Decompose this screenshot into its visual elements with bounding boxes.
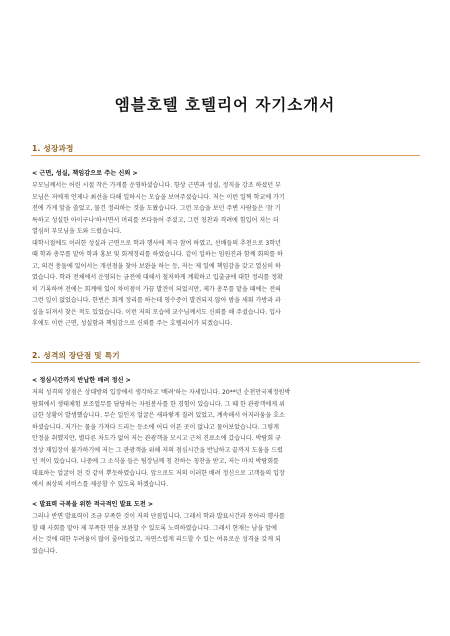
text-line: 람회에서 생태체험 보조업무를 담당하는 자원봉사를 한 경험이 있습니다. 그 때 한 관광객에게 위 <box>32 400 285 408</box>
section-heading-personality: 2. 성격의 장단점 및 특기 <box>32 351 120 360</box>
text-line: 모님은 저에게 언제나 최선을 다해 일하시는 모습을 보여주셨습니다. 저는 이런 일찍 학교에 가기 <box>32 193 285 201</box>
text-line: 때 학과 총무를 맡아 학과 홍보 및 회계정리를 하였습니다. 같이 일하는 임원진과 함께 회의를 하 <box>32 251 283 258</box>
text-line: 부모님께서는 어린 시절 작은 가게를 운영하셨습니다. 항상 근면과 성실, 정직을 강조 하셨던 부 <box>32 182 281 189</box>
text-line: 후에도 이런 근면, 성실함과 책임감으로 신뢰를 주는 호텔리어가 되겠습니다. <box>32 320 233 327</box>
subsection-title: < 정심시간까지 반납한 배려 정신 > <box>32 377 131 384</box>
section-heading-growth: 1. 성장과정 <box>32 144 74 153</box>
text-line: 실을 뒤져서 찾은 적도 있었습니다. 이런 저의 모습에 교수님께서도 신뢰를 해 주셨습니다. 입사 <box>32 308 281 316</box>
text-line: 고, 의견 충돌에 있어서는 개선점을 찾아 보완을 하는 등, 저는 제 일에 책임감을 갖고 열심히 하 <box>32 262 281 270</box>
text-line: 던 적이 있습니다. 나중에 그 소식을 들은 팀장님께 칭 찬하는 칭찬을 받고, 저는 마치 박람회를 <box>32 458 279 465</box>
text-line: 급한 상황이 발생했습니다. 무슨 일인지 얼굴은 새파랗게 질려 있었고, 계속해서 어지러움을 호소 <box>32 412 285 419</box>
text-line: 그런 일이 없었습니다. 한번은 회계 정리를 하는데 영수증이 발견되지 않아 밤을 새워 가방과 과 <box>32 297 281 304</box>
text-line: 특하고 성실한 아이구나'하시면서 머리를 쓰다듬어 주셨고, 그런 칭찬과 격려에 힘입어 저는 더 <box>32 216 279 224</box>
text-line: 에서 최상의 서비스를 제공할 수 있도록 하겠습니다. <box>32 481 169 488</box>
text-line: 서는 것에 대한 두려움이 많이 줄어들었고, 자연스럽게 리드할 수 있는 여유로운 성격을 갖게 되 <box>32 536 281 543</box>
text-line: 대표하는 얼굴이 된 것 같이 뿌듯하였습니다. 앞으로도 저의 이러한 배려 정신으로 고객들의 입장 <box>32 469 285 477</box>
document-title: 엠블호텔 호텔리어 자기소개서 <box>114 96 336 114</box>
text-line: 그러나 반면 발표력이 조금 부족한 것이 저의 단점입니다. 그래서 학과 발표시간과 동아리 행사를 <box>32 513 285 520</box>
text-line: 대학시절에도 이러한 성실과 근면으로 학과 행사에 적극 참여 하였고, 선배들의 추천으로 3학년 <box>32 239 281 247</box>
text-line: 었습니다. <box>32 547 58 555</box>
text-line: 전에 가게 앞을 쓸었고, 물건 정리하는 것을 도왔습니다. 그런 모습을 보던 주변 사람들은 '참 기 <box>32 205 281 212</box>
paragraph-weakness <box>32 511 420 557</box>
text-line: 저의 성격의 장점은 상대방의 입장에서 생각하고 '배려'하는 자세입니다. 20**년 순천만국제정원박 <box>32 389 291 396</box>
text-line: 히 기록하여 전에는 회계에 있어 차이점이 가끔 발견이 되었지만, 제가 총무를 맡을 때에는 전혀 <box>32 285 281 293</box>
paragraph-strength <box>32 387 420 491</box>
text-line: 할 때 사회를 맡아 제 부족한 면을 보완할 수 있도록 노력하였습니다. 그래서 현재는 남을 앞에 <box>32 524 277 532</box>
text-line: 였습니다. 학과 전체에서 운영되는 금전에 대해서 철저하게 계획하고 입출금에 대한 정리를 정확 <box>32 274 283 281</box>
subsection-title: < 발표력 극복을 위한 적극적인 발표 도전 > <box>32 501 154 508</box>
subsection-title: < 근면, 성실, 책임감으로 주는 신뢰 > <box>32 170 138 177</box>
text-line: 정상 재입장이 불가하기에 저는 그 관광객을 위해 저의 점심시간을 반납하고 끝까지 도움을 드렸 <box>32 446 283 454</box>
section-divider <box>31 155 420 156</box>
text-line: 안정을 취했지만, 별다른 차도가 없어 저는 관광객을 모시고 근처 진료소에 갔습니다. 박람회 규 <box>32 435 281 442</box>
text-line: 하셨습니다. 저가는 물을 가져다 드리는 등소에 어디 이픈 곳이 없냐고 물어보았습니다. 그렇게 <box>32 423 279 431</box>
section-divider <box>31 362 420 363</box>
paragraph-growth <box>32 180 420 330</box>
text-line: 열심히 부모님을 도와 드렸습니다. <box>32 228 122 235</box>
